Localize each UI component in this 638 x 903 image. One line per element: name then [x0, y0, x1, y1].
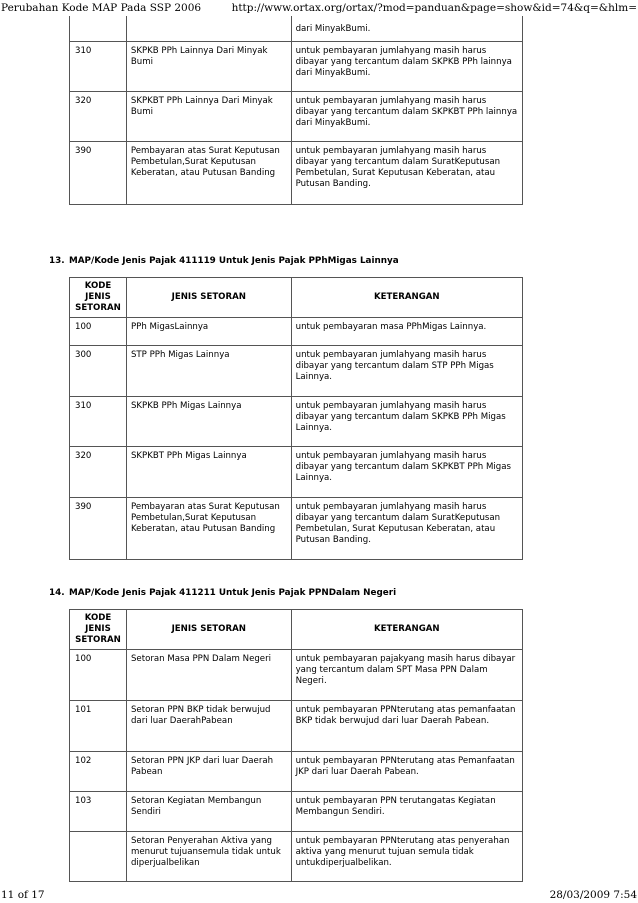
jenis-cell: Setoran PPN BKP tidak berwujud dari luar DaerahPabean	[126, 701, 291, 752]
table-row	[70, 832, 523, 882]
kode-cell: 320	[70, 447, 127, 498]
keterangan-cell: untuk pembayaran jumlahyang masih harus dibayar yang tercantum dalam SKPKB PPh lainnya dari MinyakBumi.	[291, 42, 522, 92]
jenis-cell	[126, 16, 291, 42]
jenis-cell: Pembayaran atas Surat Keputusan Pembetulan,Surat Keputusan Keberatan, atau Putusan Banding	[126, 142, 291, 205]
header-keterangan: KETERANGAN	[291, 610, 522, 650]
keterangan-cell: untuk pembayaran jumlahyang masih harus dibayar yang tercantum dalam SuratKeputusan Pembetulan, Surat Keputusan Keberatan, atau Putusan Banding.	[291, 142, 522, 205]
kode-cell	[70, 16, 127, 42]
header-kode: KODE JENIS SETORAN	[70, 610, 127, 650]
kode-cell: 310	[70, 397, 127, 447]
table-row	[70, 498, 523, 560]
table-section-14	[69, 609, 523, 882]
keterangan-cell: untuk pembayaran jumlahyang masih harus dibayar yang tercantum dalam SKPKBT PPh lainnya dari MinyakBumi.	[291, 92, 522, 142]
page-number: 11 of 17	[1, 889, 45, 901]
page-footer	[0, 887, 638, 903]
jenis-cell: STP PPh Migas Lainnya	[126, 346, 291, 397]
page-content	[0, 16, 638, 887]
section-title: MAP/Kode Jenis Pajak 411211 Untuk Jenis Pajak PPNDalam Negeri	[69, 588, 397, 598]
jenis-cell: SKPKBT PPh Lainnya Dari Minyak Bumi	[126, 92, 291, 142]
table-row	[70, 92, 523, 142]
keterangan-cell: untuk pembayaran PPNterutang atas Pemanfaatan JKP dari luar Daerah Pabean.	[291, 752, 522, 792]
jenis-cell: Pembayaran atas Surat Keputusan Pembetulan,Surat Keputusan Keberatan, atau Putusan Banding	[126, 498, 291, 560]
section-number: 13.	[49, 256, 65, 266]
jenis-cell: PPh MigasLainnya	[126, 318, 291, 346]
jenis-cell: SKPKB PPh Migas Lainnya	[126, 397, 291, 447]
table-row	[70, 142, 523, 205]
keterangan-cell: untuk pembayaran PPNterutang atas penyerahan aktiva yang menurut tujuan semula tidak untukdiperjualbelikan.	[291, 832, 522, 882]
kode-cell: 103	[70, 792, 127, 832]
keterangan-cell: untuk pembayaran pajakyang masih harus dibayar yang tercantum dalam SPT Masa PPN Dalam Negeri.	[291, 650, 522, 701]
keterangan-cell: untuk pembayaran PPNterutang atas pemanfaatan BKP tidak berwujud dari luar Daerah Pabean.	[291, 701, 522, 752]
table-continued	[69, 16, 523, 205]
kode-cell: 320	[70, 92, 127, 142]
print-timestamp: 28/03/2009 7:54	[549, 889, 637, 901]
table-header-row	[70, 610, 523, 650]
table-row	[70, 701, 523, 752]
table-header-row	[70, 278, 523, 318]
kode-cell: 102	[70, 752, 127, 792]
keterangan-cell: dari MinyakBumi.	[291, 16, 522, 42]
jenis-cell: SKPKBT PPh Migas Lainnya	[126, 447, 291, 498]
keterangan-cell: untuk pembayaran PPN terutangatas Kegiatan Membangun Sendiri.	[291, 792, 522, 832]
kode-cell: 101	[70, 701, 127, 752]
table-section-13	[69, 277, 523, 560]
page-url: http://www.ortax.org/ortax/?mod=panduan&page=show&id=74&q=&hlm=	[231, 2, 637, 14]
section-14-heading	[49, 588, 396, 598]
table-row	[70, 752, 523, 792]
table-row	[70, 447, 523, 498]
table-row	[70, 318, 523, 346]
kode-cell	[70, 832, 127, 882]
header-kode: KODE JENIS SETORAN	[70, 278, 127, 318]
table-row	[70, 42, 523, 92]
jenis-cell: Setoran Kegiatan Membangun Sendiri	[126, 792, 291, 832]
table-row	[70, 792, 523, 832]
jenis-cell: Setoran PPN JKP dari luar Daerah Pabean	[126, 752, 291, 792]
jenis-cell: Setoran Penyerahan Aktiva yang menurut tujuansemula tidak untuk diperjualbelikan	[126, 832, 291, 882]
jenis-cell: Setoran Masa PPN Dalam Negeri	[126, 650, 291, 701]
jenis-cell: SKPKB PPh Lainnya Dari Minyak Bumi	[126, 42, 291, 92]
kode-cell: 310	[70, 42, 127, 92]
table-row	[70, 397, 523, 447]
section-13-heading	[49, 256, 399, 266]
kode-cell: 390	[70, 142, 127, 205]
table-row	[70, 346, 523, 397]
kode-cell: 100	[70, 318, 127, 346]
kode-cell: 100	[70, 650, 127, 701]
keterangan-cell: untuk pembayaran jumlahyang masih harus dibayar yang tercantum dalam SKPKBT PPh Migas Lainnya.	[291, 447, 522, 498]
keterangan-cell: untuk pembayaran jumlahyang masih harus dibayar yang tercantum dalam SuratKeputusan Pembetulan, Surat Keputusan Keberatan, atau Putusan Banding.	[291, 498, 522, 560]
kode-cell: 300	[70, 346, 127, 397]
page-header	[0, 0, 638, 16]
header-jenis: JENIS SETORAN	[126, 610, 291, 650]
keterangan-cell: untuk pembayaran masa PPhMigas Lainnya.	[291, 318, 522, 346]
header-keterangan: KETERANGAN	[291, 278, 522, 318]
table-row	[70, 16, 523, 42]
kode-cell: 390	[70, 498, 127, 560]
section-number: 14.	[49, 588, 65, 598]
section-title: MAP/Kode Jenis Pajak 411119 Untuk Jenis Pajak PPhMigas Lainnya	[69, 256, 399, 266]
keterangan-cell: untuk pembayaran jumlahyang masih harus dibayar yang tercantum dalam SKPKB PPh Migas Lainnya.	[291, 397, 522, 447]
table-row	[70, 650, 523, 701]
document-title: Perubahan Kode MAP Pada SSP 2006	[1, 2, 202, 14]
keterangan-cell: untuk pembayaran jumlahyang masih harus dibayar yang tercantum dalam STP PPh Migas Lainnya.	[291, 346, 522, 397]
header-jenis: JENIS SETORAN	[126, 278, 291, 318]
